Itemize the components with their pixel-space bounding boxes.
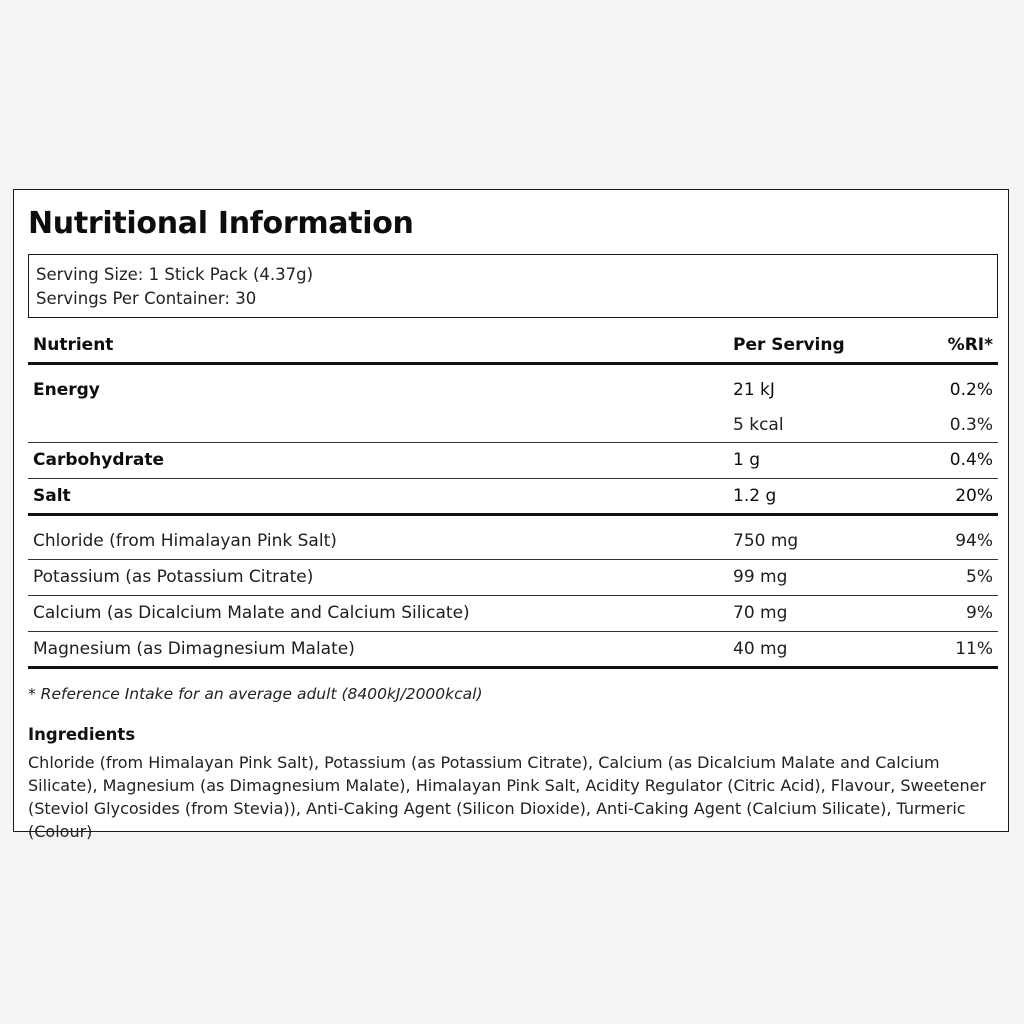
ri-footnote: * Reference Intake for an average adult (8400kJ/2000kcal) — [28, 685, 483, 703]
nutrition-panel — [13, 189, 1009, 841]
per-serving-value: 99 mg — [733, 567, 788, 587]
header-per-serving: Per Serving — [733, 335, 845, 355]
ri-value: 5% — [966, 567, 993, 587]
per-serving-value: 750 mg — [733, 531, 799, 551]
table-bottom-divider — [28, 666, 998, 669]
nutrient-name: Magnesium (as Dimagnesium Malate) — [33, 639, 355, 659]
servings-per-container: Servings Per Container: 30 — [36, 289, 257, 308]
header-nutrient: Nutrient — [33, 335, 114, 355]
nutrient-name: Potassium (as Potassium Citrate) — [33, 567, 314, 587]
header-divider — [28, 362, 998, 365]
ri-value: 9% — [966, 603, 993, 623]
per-serving-value: 40 mg — [733, 639, 788, 659]
per-serving-value: 70 mg — [733, 603, 788, 623]
page-title: Nutritional Information — [28, 206, 414, 241]
serving-size: Serving Size: 1 Stick Pack (4.37g) — [36, 265, 314, 284]
ingredients-list: Chloride (from Himalayan Pink Salt), Potassium (as Potassium Citrate), Calcium (as Dicalcium Malate and Calcium Silicate), Magnesium (as Dimagnesium Malate), Himalayan Pink Salt, Acidity Regulator (Citric Acid), Flavour, Sweetener (Steviol Glycosides (from Stevia)), Anti-Caking Agent (Silicon Dioxide), Anti-Caking Agent (Calcium Silicate), Turmeric (Colour) — [28, 753, 986, 841]
row-divider — [28, 442, 998, 443]
nutrient-name: Salt — [33, 486, 71, 506]
header-ri: %RI* — [947, 335, 993, 355]
per-serving-value: 5 kcal — [733, 415, 784, 435]
row-divider — [28, 478, 998, 479]
ri-value: 20% — [955, 486, 993, 506]
ri-value: 0.3% — [949, 415, 993, 435]
ri-value: 11% — [955, 639, 993, 659]
ingredients-heading: Ingredients — [28, 725, 136, 744]
row-divider — [28, 595, 998, 596]
nutrient-name: Energy — [33, 380, 100, 400]
row-divider — [28, 631, 998, 632]
nutrient-name: Carbohydrate — [33, 450, 165, 470]
nutrient-name: Chloride (from Himalayan Pink Salt) — [33, 531, 337, 551]
section-divider — [28, 513, 998, 516]
per-serving-value: 21 kJ — [733, 380, 775, 400]
serving-info-box — [28, 254, 998, 318]
row-divider — [28, 559, 998, 560]
ri-value: 94% — [955, 531, 993, 551]
ri-value: 0.4% — [949, 450, 993, 470]
per-serving-value: 1 g — [733, 450, 761, 470]
per-serving-value: 1.2 g — [733, 486, 777, 506]
ri-value: 0.2% — [949, 380, 993, 400]
nutrient-name: Calcium (as Dicalcium Malate and Calcium Silicate) — [33, 603, 470, 623]
